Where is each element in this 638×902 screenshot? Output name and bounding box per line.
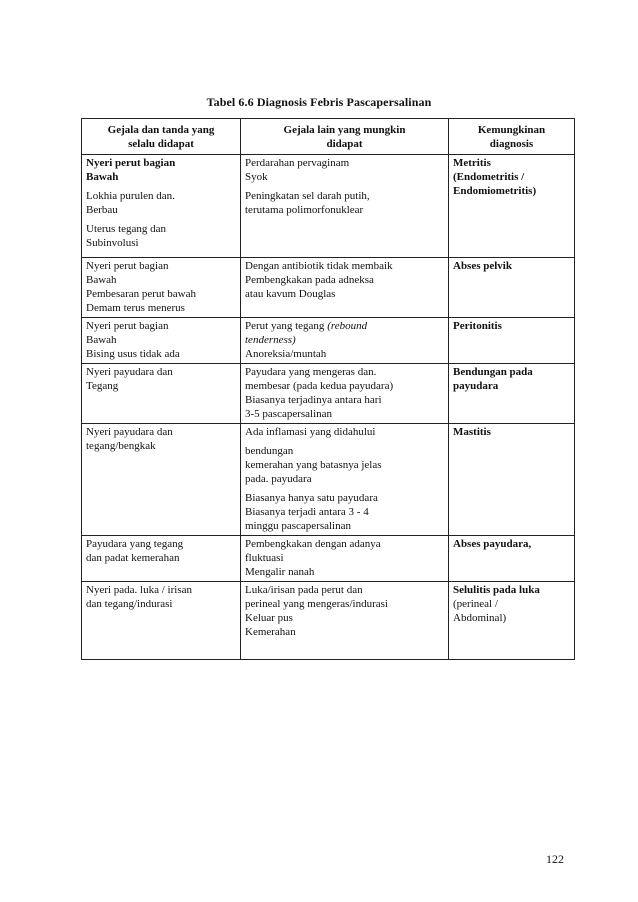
table-row: [82, 155, 575, 258]
cell-symptoms: Payudara yang tegang dan padat kemerahan: [82, 536, 241, 582]
table-row: [82, 424, 575, 536]
cell-other-symptoms: Luka/irisan pada perut dan perineal yang mengeras/indurasi Keluar pus Kemerahan: [241, 582, 449, 660]
table-header-row: [82, 119, 575, 155]
cell-symptoms: Nyeri perut bagian Bawah Lokhia purulen dan. Berbau Uterus tegang dan Subinvolusi: [82, 155, 241, 258]
table-row: [82, 364, 575, 424]
cell-other-symptoms: Dengan antibiotik tidak membaik Pembengkakan pada adneksa atau kavum Douglas: [241, 258, 449, 318]
cell-other-symptoms: Pembengkakan dengan adanya fluktuasi Mengalir nanah: [241, 536, 449, 582]
cell-symptoms: Nyeri payudara dan tegang/bengkak: [82, 424, 241, 536]
cell-symptoms: Nyeri perut bagian Bawah Pembesaran perut bawah Demam terus menerus: [82, 258, 241, 318]
header-other-symptoms: Gejala lain yang mungkin didapat: [241, 119, 449, 155]
cell-other-symptoms: Ada inflamasi yang didahului bendungan kemerahan yang batasnya jelas pada. payudara Biasanya hanya satu payudara Biasanya terjadi antara 3 - 4 minggu pascapersalinan: [241, 424, 449, 536]
cell-symptoms: Nyeri pada. luka / irisan dan tegang/indurasi: [82, 582, 241, 660]
table-title: Tabel 6.6 Diagnosis Febris Pascapersalinan: [206, 95, 432, 109]
table-row: [82, 318, 575, 364]
page-number: 122: [546, 852, 564, 866]
cell-diagnosis: Abses pelvik: [449, 258, 575, 318]
cell-symptoms: Nyeri perut bagian Bawah Bising usus tidak ada: [82, 318, 241, 364]
cell-diagnosis: Mastitis: [449, 424, 575, 536]
cell-other-symptoms: Perdarahan pervaginam Syok Peningkatan sel darah putih, terutama polimorfonuklear: [241, 155, 449, 258]
table-row: [82, 582, 575, 660]
table-row: [82, 258, 575, 318]
cell-other-symptoms: Perut yang tegang (rebound tenderness) Anoreksia/muntah: [241, 318, 449, 364]
diagnosis-table: [81, 118, 575, 660]
header-diagnosis: Kemungkinan diagnosis: [449, 119, 575, 155]
cell-symptoms: Nyeri payudara dan Tegang: [82, 364, 241, 424]
cell-diagnosis: Metritis (Endometritis / Endomiometritis): [449, 155, 575, 258]
cell-diagnosis: Bendungan pada payudara: [449, 364, 575, 424]
cell-diagnosis: Selulitis pada luka (perineal / Abdominal): [449, 582, 575, 660]
table-row: [82, 536, 575, 582]
cell-other-symptoms: Payudara yang mengeras dan. membesar (pada kedua payudara) Biasanya terjadinya antara hari 3-5 pascapersalinan: [241, 364, 449, 424]
cell-diagnosis: Peritonitis: [449, 318, 575, 364]
cell-diagnosis: Abses payudara,: [449, 536, 575, 582]
header-symptoms: Gejala dan tanda yang selalu didapat: [82, 119, 241, 155]
